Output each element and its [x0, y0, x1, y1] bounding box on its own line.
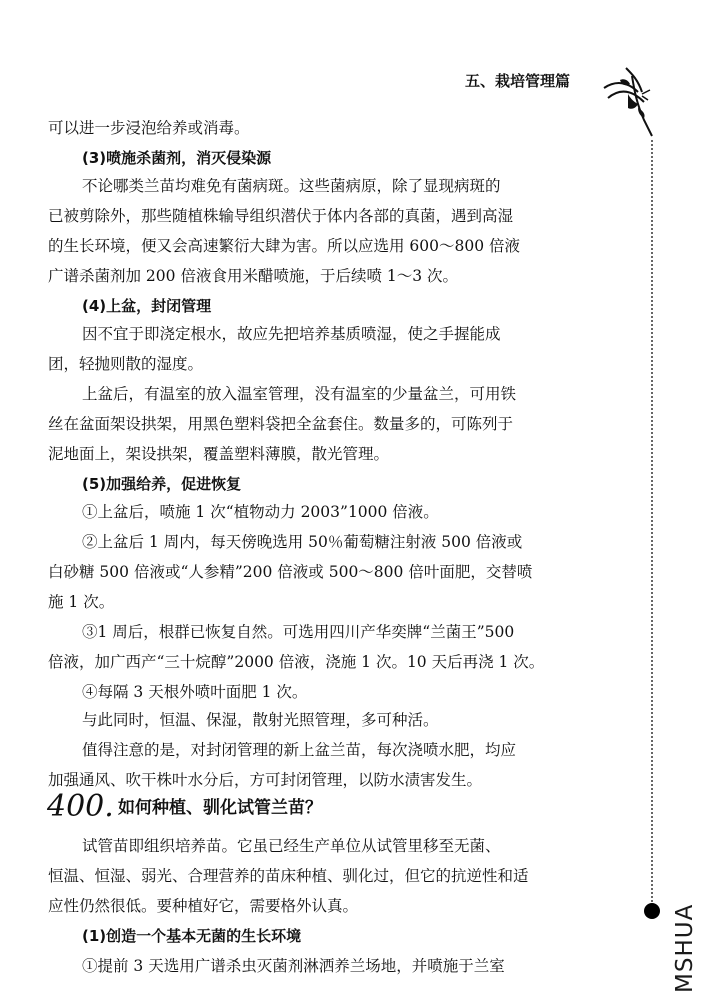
- text-line: 的生长环境，便又会高速繁衍大肆为害。所以应选用 600～800 倍液: [48, 237, 521, 255]
- text-line: 白砂糖 500 倍液或“人参精”200 倍液或 500～800 倍叶面肥，交替喷: [48, 563, 533, 581]
- text-line: 可以进一步浸泡给养或消毒。: [48, 119, 250, 137]
- text-line: 试管苗即组织培养苗。它虽已经生产单位从试管里移至无菌、: [82, 837, 501, 855]
- text-line: 团，轻抛则散的湿度。: [48, 355, 204, 373]
- orchid-icon: [598, 58, 656, 138]
- question-title: 如何种植、驯化试管兰苗？: [118, 798, 322, 818]
- text-line: 不论哪类兰苗均难免有菌病斑。这些菌病原，除了显现病斑的: [82, 177, 501, 195]
- text-line: 施 1 次。: [48, 593, 115, 611]
- question-number: 400.: [47, 789, 114, 824]
- text-line: 已被剪除外，那些随植株输导组织潜伏于体内各部的真菌，遇到高湿: [48, 207, 514, 225]
- text-line: 泥地面上，架设拱架，覆盖塑料薄膜，散光管理。: [48, 445, 390, 463]
- text-line: 与此同时，恒温、保湿，散射光照管理，多可种活。: [82, 711, 439, 729]
- subheading: (4)上盆，封闭管理: [82, 297, 212, 315]
- text-line: ①上盆后，喷施 1 次“植物动力 2003”1000 倍液。: [82, 503, 439, 521]
- text-line: 恒温、恒湿、弱光、合理营养的苗床种植、驯化过，但它的抗逆性和适: [48, 867, 529, 885]
- text-line: ④每隔 3 天根外喷叶面肥 1 次。: [82, 683, 308, 701]
- text-line: 倍液，加广西产“三十烷醇”2000 倍液，浇施 1 次。10 天后再浇 1 次。: [48, 653, 545, 671]
- text-line: 丝在盆面架设拱架，用黑色塑料袋把全盆套住。数量多的，可陈列于: [48, 415, 514, 433]
- text-line: 加强通风、吹干株叶水分后，方可封闭管理，以防水渍害发生。: [48, 771, 483, 789]
- section-header: 五、栽培管理篇: [465, 72, 571, 90]
- text-line: 应性仍然很低。要种植好它，需要格外认真。: [48, 897, 359, 915]
- text-line: ②上盆后 1 周内，每天傍晚选用 50％葡萄糖注射液 500 倍液或: [82, 533, 523, 551]
- text-line: 广谱杀菌剂加 200 倍液食用米醋喷施，于后续喷 1～3 次。: [48, 267, 459, 285]
- subheading: (3)喷施杀菌剂，消灭侵染源: [82, 149, 272, 167]
- text-line: 因不宜于即浇定根水，故应先把培养基质喷湿，使之手握能成: [82, 325, 501, 343]
- text-line: ③1 周后，根群已恢复自然。可选用四川产华奕牌“兰菌王”500: [82, 623, 515, 641]
- subheading: (1)创造一个基本无菌的生长环境: [82, 927, 302, 945]
- margin-bullet-dot: [644, 903, 660, 919]
- margin-dotted-rule: [651, 140, 653, 910]
- text-line: 值得注意的是，对封闭管理的新上盆兰苗，每次浇喷水肥，均应: [82, 741, 517, 759]
- watermark: [672, 885, 700, 995]
- text-line: ①提前 3 天选用广谱杀虫灭菌剂淋洒养兰场地，并喷施于兰室: [82, 957, 505, 975]
- watermark-text: MSHUA: [672, 903, 698, 993]
- text-line: 上盆后，有温室的放入温室管理，没有温室的少量盆兰，可用铁: [82, 385, 517, 403]
- subheading: (5)加强给养，促进恢复: [82, 475, 242, 493]
